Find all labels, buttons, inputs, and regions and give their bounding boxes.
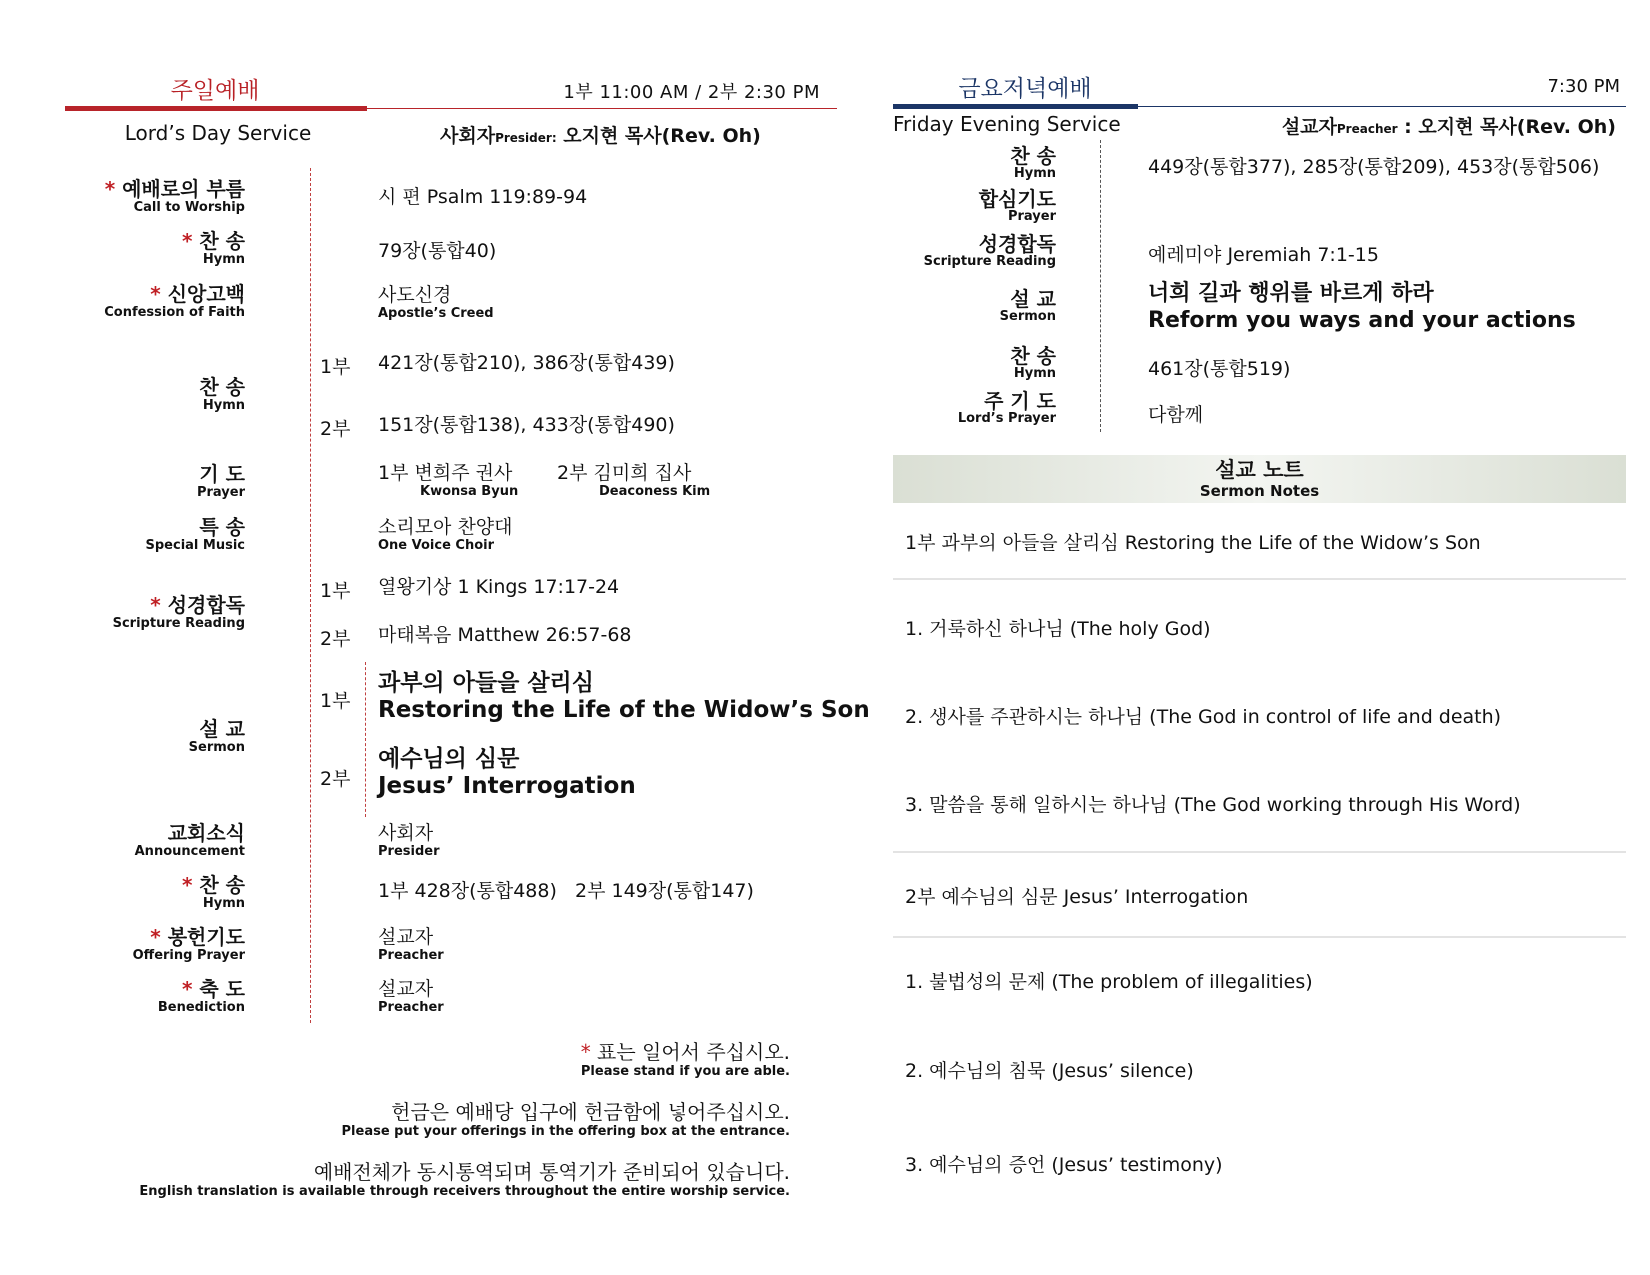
preacher-name: : 오지현 목사(Rev. Oh)	[1397, 116, 1616, 138]
hymn-3-value: 1부 428장(통합488) 2부 149장(통합147)	[378, 880, 754, 902]
label-en: Hymn	[202, 398, 245, 413]
sermon-note-line: 3. 말씀을 통해 일하시는 하나님 (The God working through His Word)	[905, 794, 1521, 816]
prayer-label	[0, 463, 245, 500]
sermon-part-2-title	[378, 746, 636, 800]
label-ko: 설 교	[199, 717, 245, 741]
friday-service-time: 7:30 PM	[1547, 76, 1620, 97]
friday-preacher	[1282, 112, 1616, 139]
stand-mark: *	[150, 925, 168, 949]
prayer-value-2	[557, 462, 710, 499]
label-ko: 예배로의 부름	[122, 177, 245, 201]
sermon-note-line: 2. 예수님의 침묵 (Jesus’ silence)	[905, 1060, 1194, 1082]
label-ko: 교회소식	[167, 821, 245, 845]
sermon-title-ko: 과부의 아들을 살리심	[378, 670, 594, 696]
friday-lords-prayer-value: 다함께	[1148, 404, 1204, 426]
note-ko: 표는 일어서 주십시오.	[597, 1040, 790, 1064]
friday-hymn-2-label	[893, 345, 1056, 381]
prayer-value-1	[378, 462, 518, 499]
note-en: English translation is available through receivers throughout the entire worship service.	[139, 1184, 790, 1199]
sunday-sermon-divider	[365, 662, 366, 817]
hymn-3-label	[0, 874, 245, 911]
stand-mark: *	[181, 873, 200, 897]
part-1-marker: 1부	[320, 580, 351, 602]
part-2-marker: 2부	[320, 768, 351, 790]
friday-hymn-1-value: 449장(통합377), 285장(통합209), 453장(통합506)	[1148, 156, 1600, 178]
stand-mark: *	[181, 229, 200, 253]
part-2-marker: 2부	[320, 628, 351, 650]
sermon-notes-header	[893, 455, 1626, 503]
label-en: Offering Prayer	[132, 948, 245, 963]
friday-lords-prayer-label	[893, 390, 1056, 426]
scripture-part-2-value: 마태복음 Matthew 26:57-68	[378, 624, 632, 646]
sermon-title-en: Jesus’ Interrogation	[378, 773, 636, 799]
label-ko: 성경합독	[978, 232, 1056, 256]
value-ko: 2부 김미희 집사	[557, 462, 692, 484]
note-ko: 예배전체가 동시통역되며 통역기가 준비되어 있습니다.	[313, 1160, 790, 1184]
label-en: Scripture Reading	[112, 616, 245, 631]
call-to-worship-value: 시 편 Psalm 119:89-94	[378, 186, 588, 208]
friday-hymn-1-label	[893, 145, 1056, 181]
label-ko: 축 도	[199, 977, 245, 1001]
label-en: Benediction	[157, 1000, 245, 1015]
sunday-service-title: 주일예배	[170, 78, 260, 104]
friday-header-rule	[1138, 106, 1626, 107]
sermon-note-line: 2부 예수님의 심문 Jesus’ Interrogation	[905, 886, 1249, 908]
label-en: Hymn	[202, 252, 245, 267]
sermon-notes-title-en: Sermon Notes	[1199, 482, 1320, 500]
sunday-header-bar	[65, 106, 367, 111]
hymn-1-label	[0, 230, 245, 267]
value-en: Deaconess Kim	[599, 484, 711, 499]
stand-note	[581, 1040, 790, 1080]
part-2-marker: 2부	[320, 418, 351, 440]
label-ko: 신앙고백	[167, 282, 245, 306]
hymn-2-part-1-value: 421장(통합210), 386장(통합439)	[378, 352, 675, 374]
value-ko: 사회자	[378, 822, 434, 844]
sunday-service-time: 1부 11:00 AM / 2부 2:30 PM	[563, 82, 820, 103]
stand-mark: *	[181, 977, 200, 1001]
translation-note	[139, 1160, 790, 1200]
confession-value	[378, 284, 494, 321]
label-ko: 특 송	[199, 515, 245, 539]
note-divider	[893, 936, 1626, 938]
value-en: Apostle’s Creed	[378, 306, 494, 321]
label-en: Lord’s Prayer	[957, 411, 1056, 426]
friday-header-bar	[893, 104, 1138, 109]
label-en: Scripture Reading	[923, 254, 1056, 269]
friday-service-subtitle: Friday Evening Service	[893, 112, 1121, 136]
friday-sermon-title	[1148, 280, 1576, 334]
friday-service-title: 금요저녁예배	[958, 76, 1092, 102]
call-to-worship-label	[0, 178, 245, 215]
presider-label: 사회자	[440, 125, 496, 147]
preacher-label-en: Preacher	[1336, 122, 1398, 136]
value-ko: 1부 변희주 권사	[378, 462, 513, 484]
label-en: Prayer	[1007, 209, 1056, 224]
announcement-label	[0, 822, 245, 859]
label-ko: 주 기 도	[984, 389, 1056, 413]
value-ko: 설교자	[378, 926, 434, 948]
sermon-title-en: Restoring the Life of the Widow’s Son	[378, 697, 870, 723]
note-ko: 헌금은 예배당 입구에 헌금함에 넣어주십시오.	[391, 1100, 790, 1124]
stand-mark: *	[150, 282, 168, 306]
label-ko: 찬 송	[1010, 144, 1056, 168]
presider-label-en: Presider:	[495, 131, 557, 145]
value-en: Preacher	[378, 1000, 444, 1015]
value-en: Preacher	[378, 948, 444, 963]
sunday-header-rule	[367, 108, 837, 109]
sunday-presider	[440, 121, 761, 148]
note-en: Please put your offerings in the offering box at the entrance.	[341, 1124, 790, 1139]
sermon-note-line: 2. 생사를 주관하시는 하나님 (The God in control of life and death)	[905, 706, 1502, 728]
sermon-title-ko: 너희 길과 행위를 바르게 하라	[1148, 281, 1434, 306]
value-en: One Voice Choir	[378, 538, 495, 553]
offering-prayer-label	[0, 926, 245, 963]
label-en: Prayer	[196, 485, 245, 500]
benediction-label	[0, 978, 245, 1015]
offering-note	[342, 1100, 790, 1140]
sermon-part-1-title	[378, 670, 870, 724]
value-en: Presider	[378, 844, 440, 859]
value-ko: 사도신경	[378, 284, 452, 306]
label-ko: 성경합독	[167, 593, 245, 617]
friday-order-divider	[1100, 140, 1101, 432]
friday-prayer-label	[893, 188, 1056, 224]
friday-sermon-label	[893, 288, 1056, 324]
part-1-marker: 1부	[320, 690, 351, 712]
sunday-order-divider	[310, 168, 311, 1023]
sermon-note-line: 1부 과부의 아들을 살리심 Restoring the Life of the Widow’s Son	[905, 532, 1481, 554]
sermon-label	[0, 718, 245, 755]
note-divider	[893, 578, 1626, 580]
label-ko: 찬 송	[199, 375, 245, 399]
friday-scripture-label	[893, 233, 1056, 269]
value-ko: 설교자	[378, 978, 434, 1000]
preacher-label: 설교자	[1281, 116, 1337, 138]
label-ko: 찬 송	[199, 873, 245, 897]
label-ko: 찬 송	[199, 229, 245, 253]
label-ko: 설 교	[1010, 287, 1056, 311]
hymn-2-part-2-value: 151장(통합138), 433장(통합490)	[378, 414, 675, 436]
sermon-title-ko: 예수님의 심문	[378, 746, 520, 772]
scripture-label	[0, 594, 245, 631]
label-en: Sermon	[188, 740, 245, 755]
note-en: Please stand if you are able.	[580, 1064, 790, 1079]
friday-hymn-2-value: 461장(통합519)	[1148, 358, 1291, 380]
label-en: Hymn	[1013, 166, 1056, 181]
label-en: Special Music	[145, 538, 245, 553]
label-en: Call to Worship	[133, 200, 245, 215]
value-en: Kwonsa Byun	[420, 484, 519, 499]
sunday-service-subtitle: Lord’s Day Service	[124, 121, 312, 145]
special-music-label	[0, 516, 245, 553]
presider-name: 오지현 목사(Rev. Oh)	[556, 125, 761, 147]
label-en: Announcement	[134, 844, 245, 859]
stand-mark: *	[150, 593, 168, 617]
hymn-1-value: 79장(통합40)	[378, 240, 497, 262]
sermon-note-line: 3. 예수님의 증언 (Jesus’ testimony)	[905, 1154, 1223, 1176]
announcement-value	[378, 822, 439, 859]
sermon-note-line: 1. 거룩하신 하나님 (The holy God)	[905, 618, 1211, 640]
confession-label	[0, 283, 245, 320]
label-en: Hymn	[202, 896, 245, 911]
label-ko: 합심기도	[978, 187, 1056, 211]
scripture-part-1-value: 열왕기상 1 Kings 17:17-24	[378, 576, 620, 598]
label-en: Hymn	[1013, 366, 1056, 381]
benediction-value	[378, 978, 444, 1015]
note-divider	[893, 851, 1626, 853]
hymn-2-label	[0, 376, 245, 413]
sermon-note-line: 1. 불법성의 문제 (The problem of illegalities)	[905, 971, 1313, 993]
label-ko: 봉헌기도	[167, 925, 245, 949]
friday-scripture-value: 예레미야 Jeremiah 7:1-15	[1148, 244, 1379, 266]
sermon-title-en: Reform you ways and your actions	[1148, 308, 1576, 333]
special-music-value	[378, 516, 513, 553]
sermon-notes-title-ko: 설교 노트	[1215, 458, 1304, 482]
label-en: Confession of Faith	[104, 305, 245, 320]
label-en: Sermon	[999, 309, 1056, 324]
stand-mark: *	[580, 1040, 598, 1064]
label-ko: 기 도	[199, 462, 245, 486]
part-1-marker: 1부	[320, 356, 351, 378]
label-ko: 찬 송	[1010, 344, 1056, 368]
value-ko: 소리모아 찬양대	[378, 516, 513, 538]
stand-mark: *	[104, 177, 123, 201]
offering-prayer-value	[378, 926, 444, 963]
